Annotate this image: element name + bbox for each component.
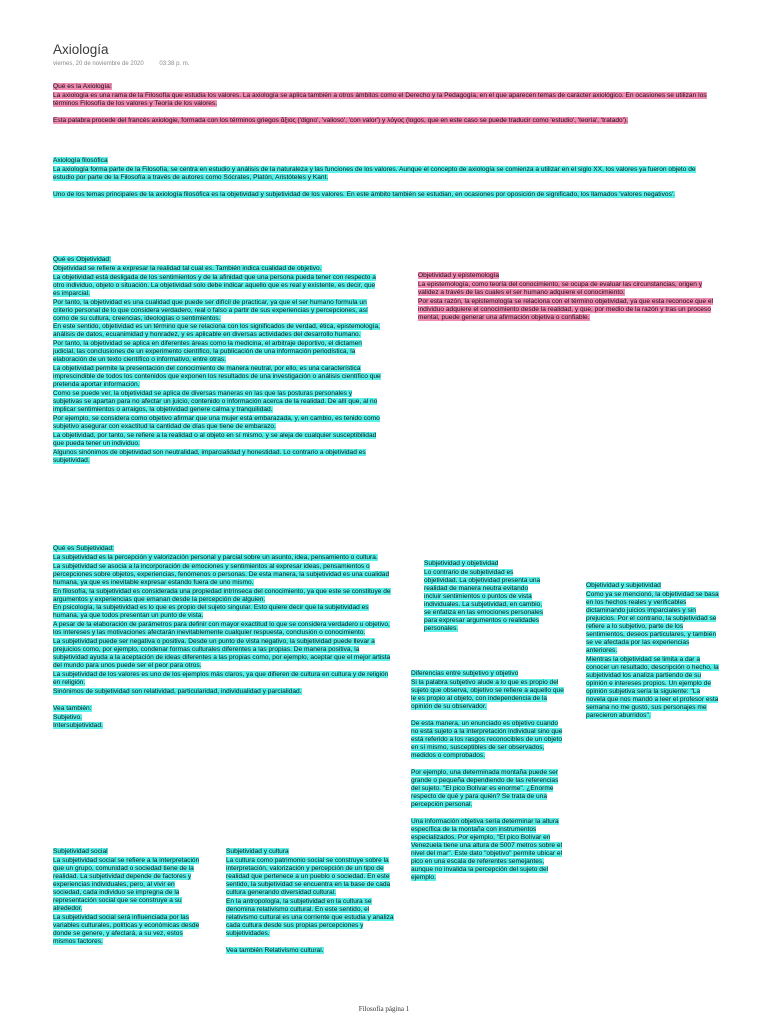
diferencias-paragraph: Si la palabra subjetivo alude a lo que es propio del sujeto que observa, objetivo se refiere a aquello que le es propio al objeto, con independencia de la opinión de su observador. (411, 678, 564, 710)
objetividad-line: La objetividad, por tanto, se refiere a la realidad o al objeto en sí mismo, y se aleja de cualquier susceptibilidad que pueda tener un individuo. (53, 431, 377, 447)
objetividad-line: Por ejemplo, se considera como objetivo afirmar que una mujer está embarazada, y, en cambio, es tenido como subjetivo asegurar con exactitud la cantidad de días que tiene de embarazo. (53, 414, 380, 430)
social-line: La subjetividad social será influenciada por las variables culturales, políticas y económicas desde donde se genere, y afectará, a su vez, estos mismos factores. (53, 913, 200, 945)
obj-sub-section (586, 582, 721, 721)
social-line: La subjetividad social se refiere a la interpretación que un grupo, comunidad o sociedad tiene de la realidad. La subjetividad depende de factores y experiencias individuales, pero, al vivir en sociedad, cada individuo se impregna de la representación social que se construye a su alrededor. (53, 856, 200, 913)
objetividad-heading: Qué es Objetividad: (53, 256, 111, 263)
objetividad-section (53, 256, 383, 466)
obj-sub-heading: Objetividad y subjetividad (586, 582, 661, 589)
cultura-section (226, 848, 396, 956)
objetividad-line: La objetividad permite la presentación del conocimiento de manera neutral, por ello, es una característica imprescindible de todos los contenidos que exponen los resultados de una investigación o análisis científico que pretenda aportar información. (53, 365, 381, 389)
social-heading: Subjetividad social (53, 848, 108, 855)
social-section (53, 848, 201, 947)
see-also-link[interactable]: Subjetivo. (53, 713, 82, 721)
subjetividad-line: A pesar de la elaboración de parámetros para definir con mayor exactitud lo que se considera verdadero u objetivo, los intereses y las motivaciones afectarán inevitablemente cualquier respuesta, conclusión o conocimiento. (53, 621, 390, 637)
subjetividad-line: En filosofía, la subjetividad es considerada una propiedad intrínseca del conocimiento, ya que este se constituye de argumentos y experiencias que emanan desde la percepción de alguien. (53, 587, 391, 603)
obj-sub-line: Como ya se mencionó, la objetividad se basa en los hechos reales y verificables dictaminando juicios imparciales y sin prejuicios. Por el contrario, la subjetividad se refiere a lo subjetivo, parte de los sentimientos, deseos particulares, y también se ve afectada por las experiencias anteriores. (586, 590, 719, 655)
subjetividad-line: La subjetividad es la percepción y valorización personal y parcial sobre un asunto, idea, pensamiento o cultura. (53, 553, 378, 561)
objetividad-line: Objetividad se refiere a expresar la realidad tal cual es. También indica cualidad de objetivo. (53, 264, 322, 272)
subjetividad-heading: Qué es Subjetividad: (53, 545, 114, 552)
note-time: 03:38 p. m. (159, 61, 190, 67)
axiologia-paragraph: La axiología es una rama de la Filosofía que estudia los valores. La axiología se aplica también a otros ámbitos como el Derecho y la Pedagogía, en el que aparecen temas de carácter axiológico. En ocasiones se utilizan los términos Filosofía de los valores y Teoría de los valores. (53, 91, 707, 107)
subjetividad-line: La subjetividad de los valores es uno de los ejemplos más claros, ya que difieren de cultura en cultura y de religión en religión. (53, 671, 389, 687)
subjetividad-line: La subjetividad se asocia a la incorporación de emociones y sentimientos al expresar ideas, pensamientos o percepciones sobre objetos, experiencias, fenómenos o personas. De esta manera, la subjetividad es una cualidad humana, ya que es inevitable expresar estando fuera de uno mismo. (53, 562, 390, 586)
axiologia-etymology: Esta palabra procede del francés axiologie, formada con los términos griegos ἄξιος ('digno', 'valioso', 'con valor') y λόγος (logos, que en este caso se puede traducir como 'estudio', 'teoría', 'tratado'). (53, 116, 628, 124)
note-title: Axiología (53, 42, 109, 57)
diferencias-paragraph: Una información objetiva sería determinar la altura específica de la montaña con instrumentos especializados. Por ejemplo, "El pico Bolívar en Venezuela tiene una altura de 5007 metros sobre el nivel del mar". Este dato "objetivo" permite ubicar el pico en una escala de referentes semejantes, aunque no invalida la percepción del sujeto del ejemplo. (411, 817, 563, 881)
sub-obj-line: Lo contrario de subjetividad es objetividad. La objetividad presenta una realidad de manera neutra evitando incluir sentimientos o puntos de vista individuales. La subjetividad, en cambio, se enfatiza en las emociones personales para expresar argumentos o realidades personales. (424, 568, 544, 633)
page-footer: Filosofía página 1 (358, 1005, 410, 1013)
objetividad-line: Algunos sinónimos de objetividad son neutralidad, imparcialidad y honestidad. Lo contrario a objetividad es subjetividad. (53, 448, 366, 464)
epistemologia-heading: Objetividad y epistemología (418, 272, 500, 279)
see-also-label: Vea también: (53, 704, 92, 712)
objetividad-line: En este sentido, objetividad es un término que se relaciona con los significados de verdad, ética, epistemología, análisis de datos, ecuanimidad y honradez, y es aplicable en diversas actividades del desarrollo humano. (53, 323, 380, 339)
diferencias-paragraph: De esta manera, un enunciado es objetivo cuando no está sujeto a la interpretación individual sino que está referido a los rasgos reconocibles de un objeto en sí mismo, susceptibles de ser observados, medidos o comprobados. (411, 719, 563, 759)
filosofica-heading: Axiología filosófica (53, 157, 108, 164)
cultura-line: La cultura como patrimonio social se construye sobre la interpretación, valorización y percepción de un tipo de realidad que pertenece a un pueblo o sociedad. En este sentido, la subjetividad se encuentra en la base de cada cultura generando diversidad cultural. (226, 856, 391, 896)
filosofica-paragraph-2: Uno de los temas principales de la axiología filosófica es la objetividad y subjetividad de los valores. En este ámbito también se estudian, en ocasiones por oposición de significado, los llamados 'valores negativos'. (53, 190, 675, 198)
see-also-link[interactable]: Intersubjetividad. (53, 722, 103, 730)
epistemologia-line: Por esta razón, la epistemología se relaciona con el término objetividad, ya que esta reconoce que el individuo adquiere el conocimiento desde la realidad, y que, por medio de la razón y tras un proceso mental, puede generar una afirmación objetiva o confiable. (418, 297, 714, 321)
axiologia-section (53, 83, 715, 126)
objetividad-line: Como se puede ver, la objetividad se aplica de diversas maneras en las que las posturas personales y subjetivas se apartan para no afectar un juicio, contenido o información acerca de la realidad. De allí que, al no implicar sentimientos o arraigos, la objetividad genere calma y tranquilidad. (53, 390, 378, 414)
obj-sub-line: Mientras la objetividad se limita a dar a conocer un resultado, descripción o hecho, la subjetividad los analiza partiendo de su opinión e intereses propios. Un ejemplo de opinión subjetiva sería la siguiente: "La novela que nos mandó a leer el profesor esta semana no me gustó, sus personajes me parecieron aburridos". (586, 655, 719, 720)
sub-obj-heading: Subjetividad y objetividad (424, 560, 499, 567)
subjetividad-section (53, 545, 393, 731)
diferencias-section (411, 670, 566, 883)
axiologia-heading: Qué es la Axiología: (53, 83, 112, 90)
filosofica-paragraph: La axiología forma parte de la Filosofía, se centra en estudio y análisis de la naturaleza y las funciones de los valores. Aunque el concepto de axiología se comienza a utilizar en el siglo XX, los valores ya fueron objeto de estudio por parte de la Filosofía a través de autores como Sócrates, Platón, Aristóteles y Kant. (53, 165, 696, 181)
sub-obj-section (424, 560, 546, 634)
diferencias-paragraph: Por ejemplo, una determinada montaña puede ser grande o pequeña dependiendo de las referencias del sujeto. "El pico Bolívar es enorme". ¿Enorme respecto de qué y para quién? Se trata de una percepción personal. (411, 768, 559, 808)
epistemologia-line: La epistemología, como teoría del conocimiento, se ocupa de evaluar las circunstancias, origen y validez a través de las cuales el ser humano adquiere el conocimiento. (418, 280, 703, 296)
note-date: viernes, 20 de noviembre de 2020 (53, 61, 144, 67)
objetividad-line: La objetividad está desligada de los sentimientos y de la afinidad que una persona pueda tener con respecto a otro individuo, objeto o situación. La objetividad solo debe indicar aquello que es real y existente, es decir, que es imparcial. (53, 273, 376, 297)
objetividad-line: Por tanto, la objetividad se aplica en diferentes áreas como la medicina, el arbitraje deportivo, el dictamen judicial, las conclusiones de un experimento científico, la publicación de una información periodística, la elaboración de un texto científico o informativo, entre otras. (53, 340, 362, 364)
subjetividad-line: En psicología, la subjetividad es lo que es propio del sujeto singular. Esto quiere decir que la subjetividad es humana, ya que todos presentan un punto de vista. (53, 604, 369, 620)
filosofica-section (53, 157, 715, 200)
subjetividad-line: Sinónimos de subjetividad son relatividad, particularidad, individualidad y parcialidad. (53, 687, 302, 695)
note-datetime (53, 61, 203, 67)
epistemologia-section (418, 272, 718, 323)
objetividad-line: Por tanto, la objetividad es una cualidad que puede ser difícil de practicar, ya que el ser humano formula un criterio personal de lo que considera verdadero, real o falso a partir de sus experiencias y percepciones, así como de su cultura, creencias, ideologías o sentimientos. (53, 298, 368, 322)
subjetividad-line: La subjetividad puede ser negativa o positiva. Desde un punto de vista negativo, la subjetividad puede llevar a prejuicios como, por ejemplo, condenar formas culturales diferentes a las propias. De manera positiva, la subjetividad ayuda a la aceptación de ideas diferentes a las propias como, por ejemplo, aceptar que el mejor artista del mundo para unos puede ser el peor para otros. (53, 638, 391, 670)
cultura-see-also[interactable]: Vea también Relativismo cultural. (226, 946, 324, 954)
diferencias-heading: Diferencias entre subjetivo y objetivo (411, 670, 519, 677)
cultura-heading: Subjetividad y cultura (226, 848, 289, 855)
cultura-line: En la antropología, la subjetividad en la cultura se denomina relativismo cultural. En este sentido, el relativismo cultural es una corriente que estudia y analiza cada cultura desde sus propias percepciones y subjetividades. (226, 897, 394, 937)
